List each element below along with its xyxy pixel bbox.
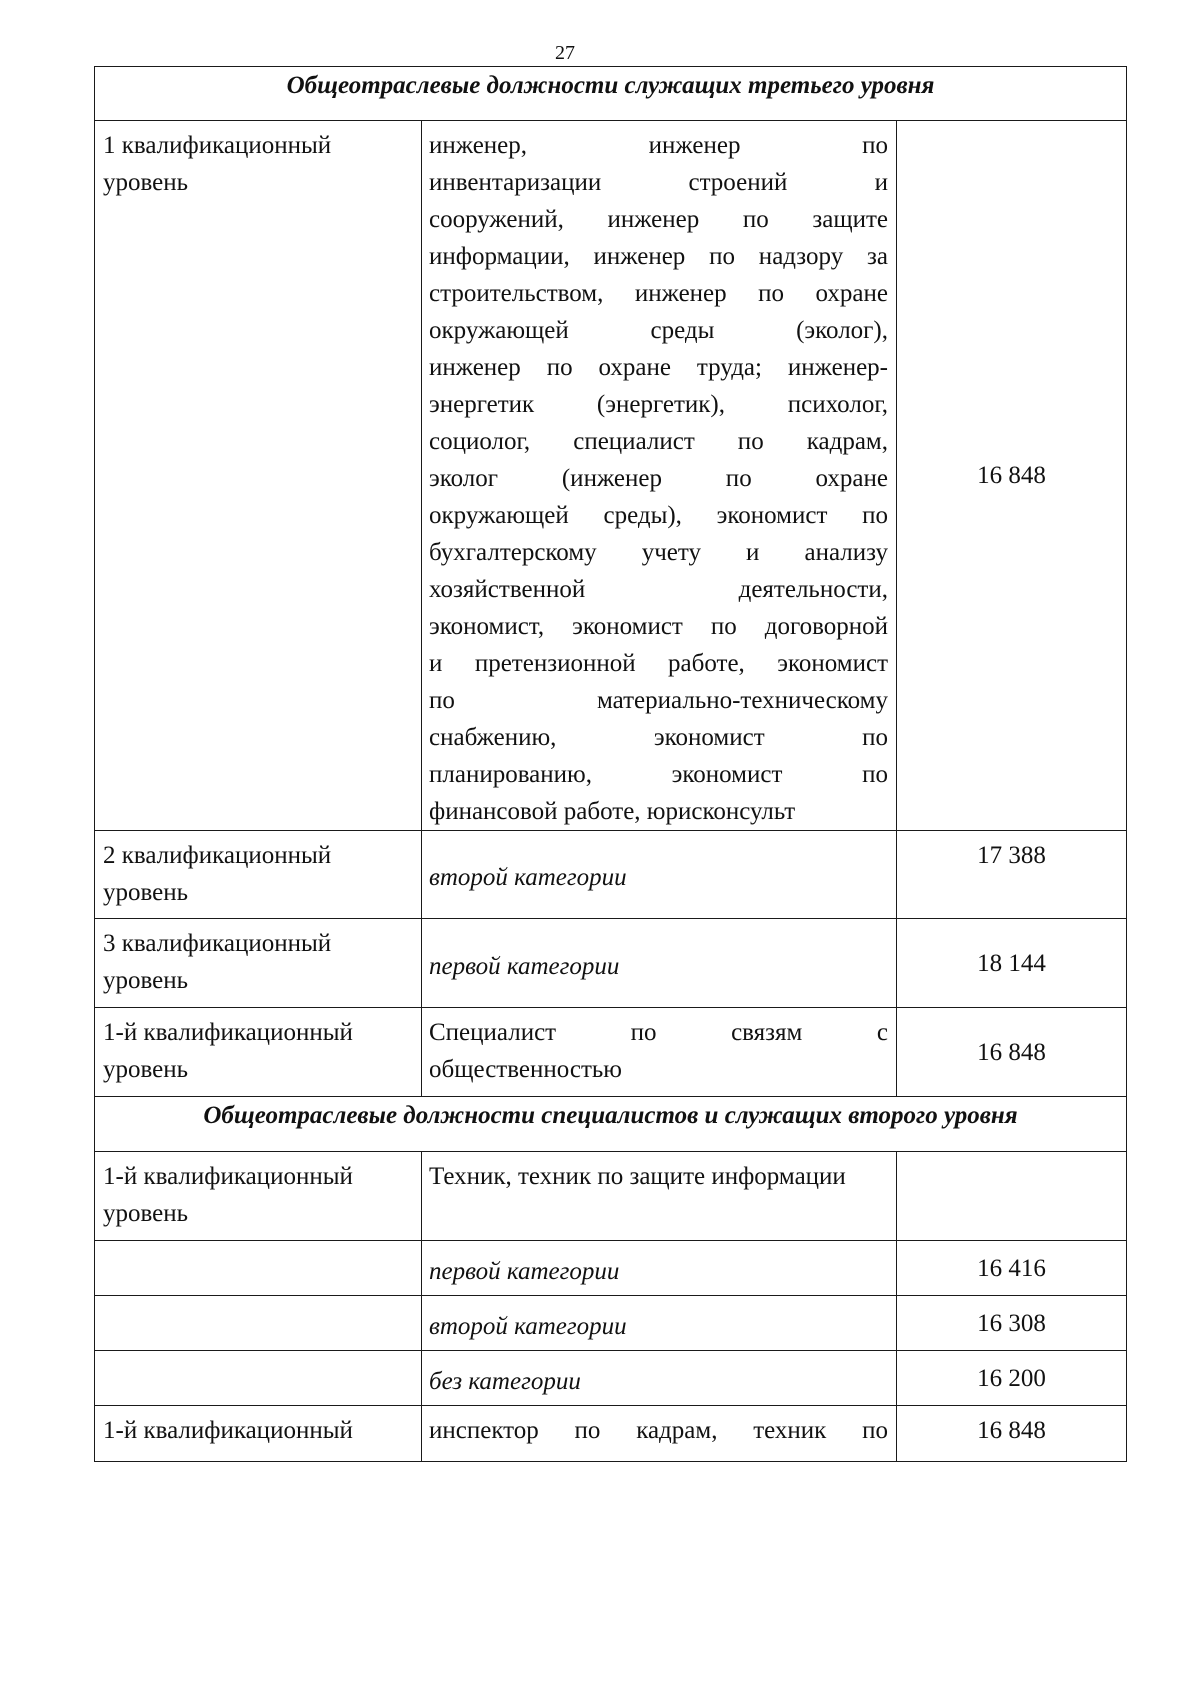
table-row [95,919,1127,1008]
position-line: инспектор по кадрам, техник по [429,1417,888,1444]
page-number: 27 [555,42,575,64]
salary-cell: 16 848 [897,1406,1127,1462]
position-line: хозяйственной деятельности, [429,576,888,603]
position-line: инженер по охране труда; инженер- [429,354,888,381]
table-row [95,121,1127,831]
position-line: окружающей среды (эколог), [429,317,888,344]
position-line: строительством, инженер по охране [429,280,888,307]
table-row [95,1008,1127,1097]
qualification-level-cell: 1 квалификационный уровень [95,121,422,831]
position-line: общественностью [429,1056,622,1083]
position-line: экономист, экономист по договорной [429,613,888,640]
position-cell: первой категории [422,1241,897,1296]
salary-cell: 17 388 [897,831,1127,919]
salary-cell: 18 144 [897,919,1127,1008]
salary-cell: 16 848 [897,121,1127,831]
qualification-level-cell: 1-й квалификационный уровень [95,1152,422,1241]
qualification-level-cell: 1-й квалификационный [95,1406,422,1462]
table-row [95,1351,1127,1406]
qualification-level-cell [95,1351,422,1406]
position-line: снабжению, экономист по [429,724,888,751]
position-line: сооружений, инженер по защите [429,206,888,233]
position-cell [422,121,897,831]
qualification-level-cell [95,1241,422,1296]
section-header-row [95,1097,1127,1152]
position-line: социолог, специалист по кадрам, [429,428,888,455]
section-title: Общеотраслевые должности специалистов и служащих второго уровня [95,1097,1127,1152]
table-row [95,831,1127,919]
position-cell: без категории [422,1351,897,1406]
table-row [95,1241,1127,1296]
position-line: эколог (инженер по охране [429,465,888,492]
position-line: планированию, экономист по [429,761,888,788]
qualification-level-cell: 3 квалификационный уровень [95,919,422,1008]
position-cell: второй категории [422,831,897,919]
position-line: финансовой работе, юрисконсульт [429,798,796,825]
position-line: окружающей среды), экономист по [429,502,888,529]
table-row [95,1152,1127,1241]
position-line: энергетик (энергетик), психолог, [429,391,888,418]
position-cell: первой категории [422,919,897,1008]
position-cell [422,1406,897,1462]
position-cell: Техник, техник по защите информации [422,1152,897,1241]
qualification-level-cell: 1-й квалификационный уровень [95,1008,422,1097]
qualification-level-cell [95,1296,422,1351]
salary-cell: 16 200 [897,1351,1127,1406]
section-header-row [95,67,1127,121]
qualification-table [94,66,1127,1462]
table-row [95,1296,1127,1351]
position-line: бухгалтерскому учету и анализу [429,539,888,566]
salary-cell: 16 416 [897,1241,1127,1296]
salary-cell [897,1152,1127,1241]
position-cell: второй категории [422,1296,897,1351]
position-line: по материально-техническому [429,687,888,714]
position-line: информации, инженер по надзору за [429,243,888,270]
position-line: Специалист по связям с [429,1019,888,1046]
qualification-level-cell: 2 квалификационный уровень [95,831,422,919]
salary-cell: 16 848 [897,1008,1127,1097]
salary-cell: 16 308 [897,1296,1127,1351]
position-line: инженер, инженер по [429,132,888,159]
position-line: инвентаризации строений и [429,169,888,196]
section-title: Общеотраслевые должности служащих третьего уровня [95,67,1127,121]
position-line: и претензионной работе, экономист [429,650,888,677]
table-row [95,1406,1127,1462]
position-cell [422,1008,897,1097]
